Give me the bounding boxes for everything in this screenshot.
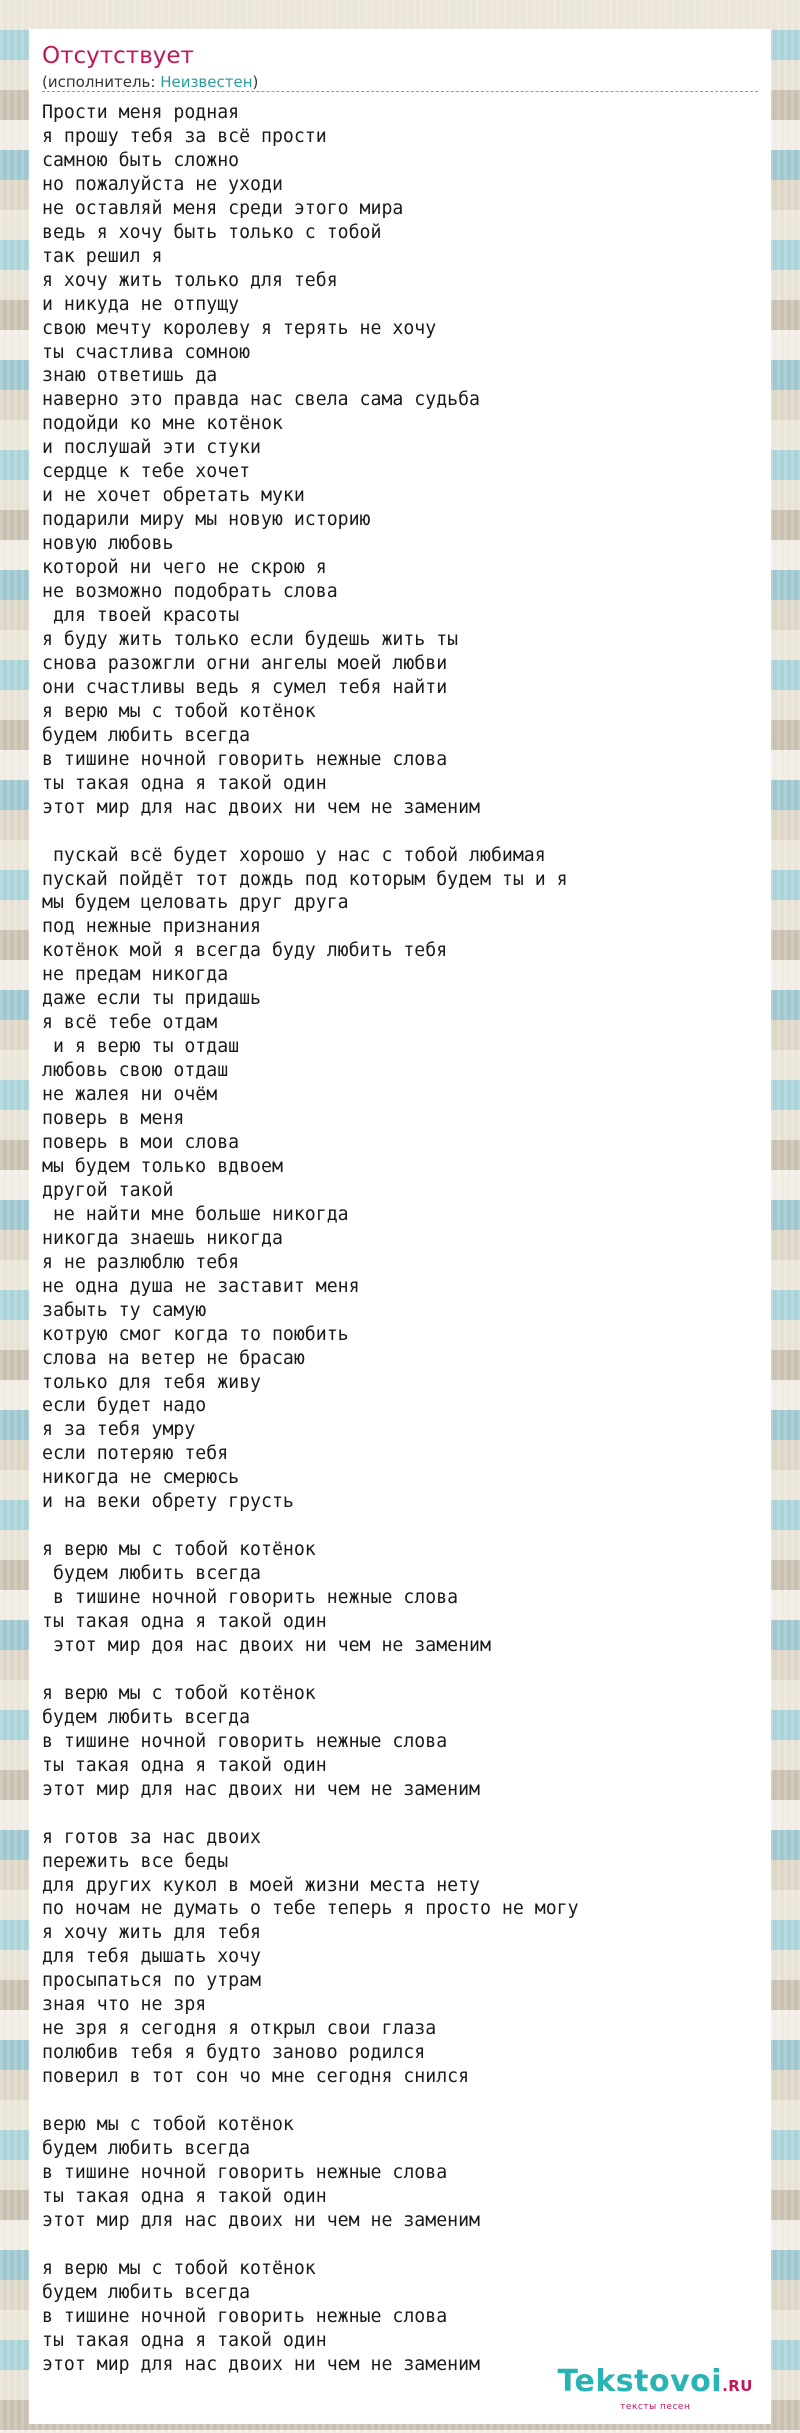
lyric-line: в тишине ночной говорить нежные слова bbox=[42, 1730, 448, 1752]
lyric-line: Прости меня родная bbox=[42, 102, 240, 123]
lyric-line: просыпаться по утрам bbox=[42, 1970, 261, 1992]
lyric-line: в тишине ночной говорить нежные слова bbox=[42, 2161, 448, 2183]
lyric-line: они счастливы ведь я сумел тебя найти bbox=[42, 676, 448, 698]
artist-line bbox=[42, 72, 758, 92]
lyric-line: и я верю ты отдаш bbox=[42, 1036, 240, 1058]
lyric-line: я буду жить только если будешь жить ты bbox=[42, 628, 459, 650]
lyrics-text bbox=[42, 101, 762, 2377]
lyric-line: даже если ты придашь bbox=[42, 988, 261, 1010]
lyric-line: свою мечту королеву я терять не хочу bbox=[42, 317, 437, 339]
site-logo[interactable] bbox=[558, 2366, 753, 2412]
lyric-line: не найти мне больше никогда bbox=[42, 1203, 349, 1225]
lyric-line bbox=[42, 1658, 762, 1682]
lyric-line: и не хочет обретать муки bbox=[42, 485, 305, 507]
lyric-line: для других кукол в моей жизни места нету bbox=[42, 1874, 480, 1896]
lyrics-card bbox=[29, 29, 771, 2424]
lyric-line: я прошу тебя за всё прости bbox=[42, 125, 327, 147]
lyric-line: но пожалуйста не уходи bbox=[42, 173, 283, 195]
lyric-line: этот мир для нас двоих ни чем не заменим bbox=[42, 2209, 480, 2231]
lyric-line: пускай пойдёт тот дождь под которым будем ты и я bbox=[42, 868, 568, 890]
lyric-line: никогда не смерюсь bbox=[42, 1467, 240, 1489]
lyric-line: для тебя дышать хочу bbox=[42, 1946, 261, 1968]
lyric-line: если будет надо bbox=[42, 1395, 207, 1417]
lyric-line bbox=[42, 1802, 762, 1826]
lyric-line: поверь в мои слова bbox=[42, 1131, 240, 1153]
lyric-line: которой ни чего не скрою я bbox=[42, 557, 327, 579]
lyric-line: сердце к тебе хочет bbox=[42, 461, 251, 483]
lyric-line: под нежные признания bbox=[42, 916, 261, 938]
lyric-line: в тишине ночной говорить нежные слова bbox=[42, 748, 448, 770]
lyric-line: по ночам не думать о тебе теперь я просто не могу bbox=[42, 1898, 579, 1920]
lyric-line: не одна душа не заставит меня bbox=[42, 1275, 360, 1297]
lyric-line: не оставляй меня среди этого мира bbox=[42, 197, 404, 219]
lyric-line: я готов за нас двоих bbox=[42, 1826, 261, 1848]
lyric-line bbox=[42, 1514, 762, 1538]
lyric-line: другой такой bbox=[42, 1179, 174, 1201]
lyric-line: так решил я bbox=[42, 245, 163, 267]
lyric-line: ты такая одна я такой один bbox=[42, 2185, 327, 2207]
lyric-line: подойди ко мне котёнок bbox=[42, 413, 283, 435]
lyric-line bbox=[42, 820, 762, 844]
lyric-line: если потеряю тебя bbox=[42, 1443, 229, 1465]
logo-tagline: тексты песен bbox=[620, 2402, 691, 2412]
lyric-line: полюбив тебя я будто заново родился bbox=[42, 2042, 426, 2064]
lyric-line: этот мир доя нас двоих ни чем не заменим bbox=[42, 1635, 491, 1656]
lyric-line: ты такая одна я такой один bbox=[42, 772, 327, 794]
artist-link[interactable]: Неизвестен bbox=[160, 73, 253, 91]
lyric-line: в тишине ночной говорить нежные слова bbox=[42, 1587, 459, 1609]
lyric-line: пережить все беды bbox=[42, 1850, 229, 1872]
lyric-line: мы будем только вдвоем bbox=[42, 1155, 283, 1177]
lyric-line: никогда знаешь никогда bbox=[42, 1227, 283, 1249]
lyric-line: новую любовь bbox=[42, 533, 174, 555]
lyric-line: и никуда не отпущу bbox=[42, 293, 240, 315]
header-divider bbox=[42, 91, 758, 92]
lyric-line: и послушай эти стуки bbox=[42, 437, 261, 459]
lyric-line: не жалея ни очём bbox=[42, 1084, 218, 1106]
lyric-line: ты такая одна я такой один bbox=[42, 1611, 327, 1633]
lyric-line: для твоей красоты bbox=[42, 605, 240, 627]
lyric-line: ты такая одна я такой один bbox=[42, 2329, 327, 2351]
lyric-line: я верю мы с тобой котёнок bbox=[42, 2257, 316, 2279]
lyric-line: снова разожгли огни ангелы моей любви bbox=[42, 652, 448, 674]
lyric-line: котрую смог когда то поюбить bbox=[42, 1323, 349, 1345]
artist-prefix: (исполнитель: bbox=[42, 73, 161, 91]
lyric-line: будем любить всегда bbox=[42, 1706, 251, 1728]
lyric-line: я хочу жить для тебя bbox=[42, 1922, 261, 1944]
lyric-line: я верю мы с тобой котёнок bbox=[42, 1682, 316, 1704]
lyric-line: этот мир для нас двоих ни чем не заменим bbox=[42, 796, 480, 818]
artist-suffix: ) bbox=[252, 73, 259, 91]
lyric-line: забыть ту самую bbox=[42, 1299, 207, 1321]
lyric-line: будем любить всегда bbox=[42, 2281, 251, 2303]
lyric-line: подарили миру мы новую историю bbox=[42, 509, 371, 531]
logo-wordmark: Tekstovoi.RU bbox=[557, 2364, 753, 2399]
lyric-line: в тишине ночной говорить нежные слова bbox=[42, 2305, 448, 2327]
lyric-line: ведь я хочу быть только с тобой bbox=[42, 221, 382, 243]
lyric-line: я не разлюблю тебя bbox=[42, 1251, 240, 1273]
lyric-line: наверно это правда нас свела сама судьба bbox=[42, 389, 480, 411]
lyric-line: котёнок мой я всегда буду любить тебя bbox=[42, 940, 448, 962]
lyric-line: будем любить всегда bbox=[42, 1563, 261, 1585]
lyric-line bbox=[42, 2089, 762, 2113]
lyric-line: любовь свою отдаш bbox=[42, 1060, 229, 1082]
lyric-line: зная что не зря bbox=[42, 1994, 207, 2016]
lyric-line: я верю мы с тобой котёнок bbox=[42, 700, 316, 722]
lyric-line: этот мир для нас двоих ни чем не заменим bbox=[42, 1778, 480, 1800]
lyric-line: будем любить всегда bbox=[42, 724, 251, 746]
lyric-line: не зря я сегодня я открыл свои глаза bbox=[42, 2018, 437, 2040]
lyric-line: не возможно подобрать слова bbox=[42, 581, 338, 603]
lyric-line: ты такая одна я такой один bbox=[42, 1754, 327, 1776]
lyric-line: только для тебя живу bbox=[42, 1371, 261, 1393]
lyric-line: знаю ответишь да bbox=[42, 365, 218, 387]
lyric-line bbox=[42, 2233, 762, 2257]
lyric-line: я всё тебе отдам bbox=[42, 1012, 218, 1034]
lyric-line: поверь в меня bbox=[42, 1108, 185, 1130]
lyric-line: я хочу жить только для тебя bbox=[42, 269, 338, 291]
lyric-line: будем любить всегда bbox=[42, 2138, 251, 2160]
lyric-line: слова на ветер не брасаю bbox=[42, 1347, 305, 1369]
lyric-line: ты счастлива сомною bbox=[42, 341, 251, 363]
lyric-line: поверил в тот сон чо мне сегодня снился bbox=[42, 2066, 470, 2088]
song-title: Отсутствует bbox=[42, 43, 194, 69]
lyric-line: и на веки обрету грусть bbox=[42, 1491, 294, 1513]
lyric-line: не предам никогда bbox=[42, 964, 229, 986]
lyric-line: верю мы с тобой котёнок bbox=[42, 2114, 294, 2136]
lyric-line: я за тебя умру bbox=[42, 1419, 196, 1441]
lyric-line: пускай всё будет хорошо у нас с тобой любимая bbox=[42, 844, 546, 866]
lyric-line: этот мир для нас двоих ни чем не заменим bbox=[42, 2353, 480, 2375]
song-header bbox=[42, 42, 758, 92]
lyric-line: самною быть сложно bbox=[42, 149, 240, 171]
lyric-line: я верю мы с тобой котёнок bbox=[42, 1539, 316, 1561]
lyric-line: мы будем целовать друг друга bbox=[42, 892, 349, 914]
